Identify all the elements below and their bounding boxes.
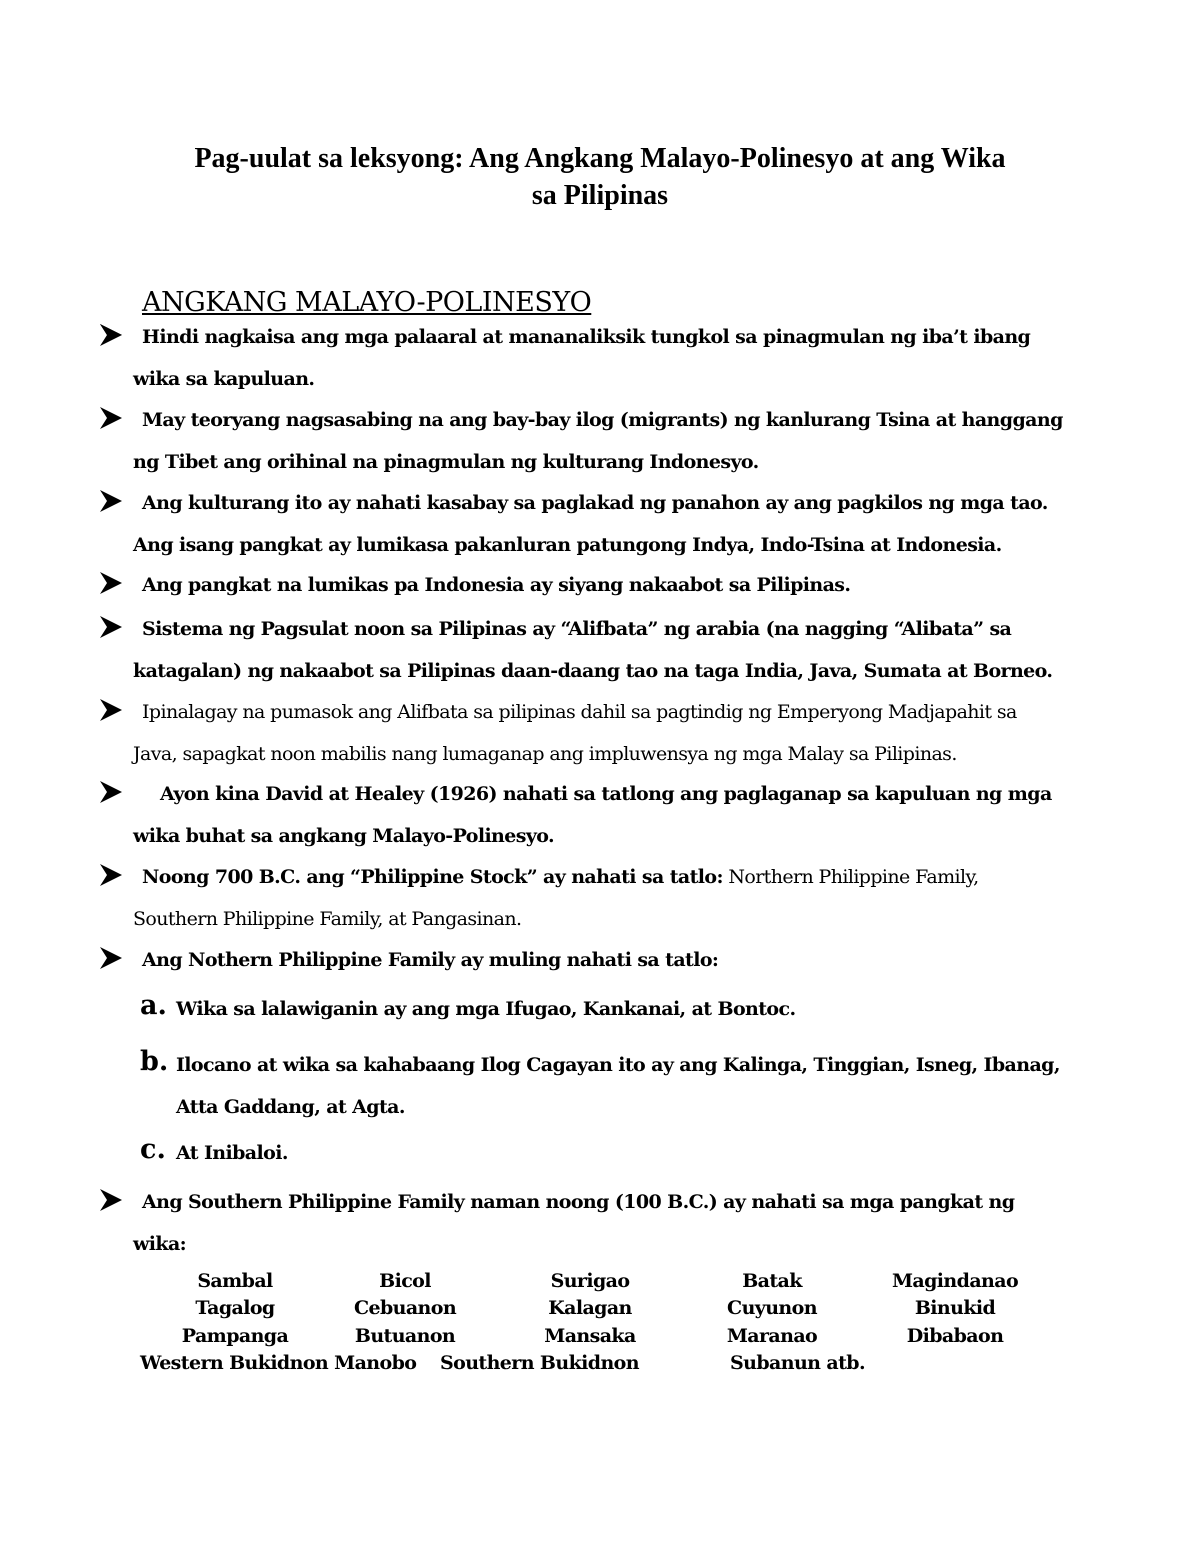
language-name: Dibabaon — [906, 1325, 1004, 1347]
arrowhead-bullet-icon — [98, 489, 124, 513]
title-line-2: sa Pilipinas — [531, 180, 669, 211]
item-line-2: wika buhat sa angkang Malayo-Polinesyo. — [133, 825, 555, 847]
sub-item-line-1: Wika sa lalawiganin ay ang mga Ifugao, Kankanai, at Bontoc. — [176, 998, 796, 1020]
item-line-1: Hindi nagkaisa ang mga palaaral at mananaliksik tungkol sa pinagmulan ng iba’t ibang — [142, 326, 1031, 348]
item-line-1: Ipinalagay na pumasok ang Alifbata sa pilipinas dahil sa pagtindig ng Emperyong Madjapahit sa — [142, 701, 1017, 723]
item-line-2: Ang isang pangkat ay lumikasa pakanluran patungong Indya, Indo-Tsina at Indonesia. — [133, 534, 1002, 556]
arrowhead-bullet-icon — [98, 946, 124, 970]
arrowhead-bullet-icon — [98, 571, 124, 595]
arrowhead-bullet-icon — [98, 1188, 124, 1212]
language-name: Subanun atb. — [730, 1352, 865, 1374]
language-name: Butuanon — [354, 1325, 456, 1347]
language-name: Maranao — [726, 1325, 818, 1347]
item-line-1 — [142, 865, 979, 889]
arrowhead-bullet-icon — [98, 323, 124, 347]
language-name: Sambal — [197, 1270, 273, 1292]
item-line-1: Ang pangkat na lumikas pa Indonesia ay siyang nakaabot sa Pilipinas. — [142, 574, 851, 596]
sub-item-marker: a. — [140, 990, 167, 1021]
arrowhead-bullet-icon — [98, 698, 124, 722]
item-line-2: wika sa kapuluan. — [133, 368, 315, 390]
item-line-2: Java, sapagkat noon mabilis nang lumaganap ang impluwensya ng mga Malay sa Pilipinas. — [133, 743, 957, 765]
sub-item-line-1: At Inibaloi. — [176, 1142, 288, 1164]
arrowhead-bullet-icon — [98, 406, 124, 430]
language-name: Mansaka — [544, 1325, 636, 1347]
language-name: Magindanao — [891, 1270, 1019, 1292]
arrowhead-bullet-icon — [98, 780, 124, 804]
sub-item-marker: c. — [140, 1134, 166, 1165]
language-name: Kalagan — [548, 1297, 632, 1319]
item-line-2: Southern Philippine Family, at Pangasinan. — [133, 908, 522, 930]
language-name: Cebuanon — [353, 1297, 457, 1319]
language-name: Southern Bukidnon — [440, 1352, 639, 1374]
language-name: Cuyunon — [727, 1297, 817, 1319]
document-title — [120, 140, 1080, 214]
item-line-1-light: Northern Philippine Family, — [728, 866, 979, 888]
title-line-1: Pag-uulat sa leksyong: Ang Angkang Malayo-Polinesyo at ang Wika — [194, 143, 1006, 174]
item-line-1: Ang Southern Philippine Family naman noong (100 B.C.) ay nahati sa mga pangkat ng — [142, 1191, 1015, 1213]
item-line-2: katagalan) ng nakaabot sa Pilipinas daan-daang tao na taga India, Java, Sumata at Borneo. — [133, 660, 1053, 682]
language-name: Tagalog — [195, 1297, 275, 1319]
item-line-1: May teoryang nagsasabing na ang bay-bay ilog (migrants) ng kanlurang Tsina at hanggang — [142, 409, 1063, 431]
language-name: Batak — [742, 1270, 802, 1292]
item-line-1: Sistema ng Pagsulat noon sa Pilipinas ay “Alifbata” ng arabia (na nagging “Alibata” sa — [142, 618, 1012, 640]
language-name: Binukid — [914, 1297, 996, 1319]
sub-item-line-1: Ilocano at wika sa kahabaang Ilog Cagayan ito ay ang Kalinga, Tinggian, Isneg, Ibanag, — [176, 1054, 1060, 1076]
item-line-1: Ang kulturang ito ay nahati kasabay sa paglakad ng panahon ay ang pagkilos ng mga tao. — [142, 492, 1048, 514]
sub-item-marker: b. — [140, 1046, 169, 1077]
item-line-1: Ang Nothern Philippine Family ay muling nahati sa tatlo: — [142, 949, 719, 971]
language-name: Western Bukidnon Manobo — [140, 1352, 417, 1374]
section-heading: ANGKANG MALAYO-POLINESYO — [142, 287, 592, 318]
language-name: Bicol — [379, 1270, 431, 1292]
arrowhead-bullet-icon — [98, 615, 124, 639]
item-line-1: Ayon kina David at Healey (1926) nahati sa tatlong ang paglaganap sa kapuluan ng mga — [160, 783, 1052, 805]
language-name: Surigao — [550, 1270, 630, 1292]
language-name: Pampanga — [181, 1325, 289, 1347]
item-line-2: ng Tibet ang orihinal na pinagmulan ng kulturang Indonesyo. — [133, 451, 759, 473]
sub-item-line-2: Atta Gaddang, at Agta. — [176, 1096, 405, 1118]
arrowhead-bullet-icon — [98, 863, 124, 887]
item-line-1-bold: Noong 700 B.C. ang “Philippine Stock” ay nahati sa tatlo: — [142, 866, 723, 888]
item-line-2: wika: — [133, 1233, 187, 1255]
